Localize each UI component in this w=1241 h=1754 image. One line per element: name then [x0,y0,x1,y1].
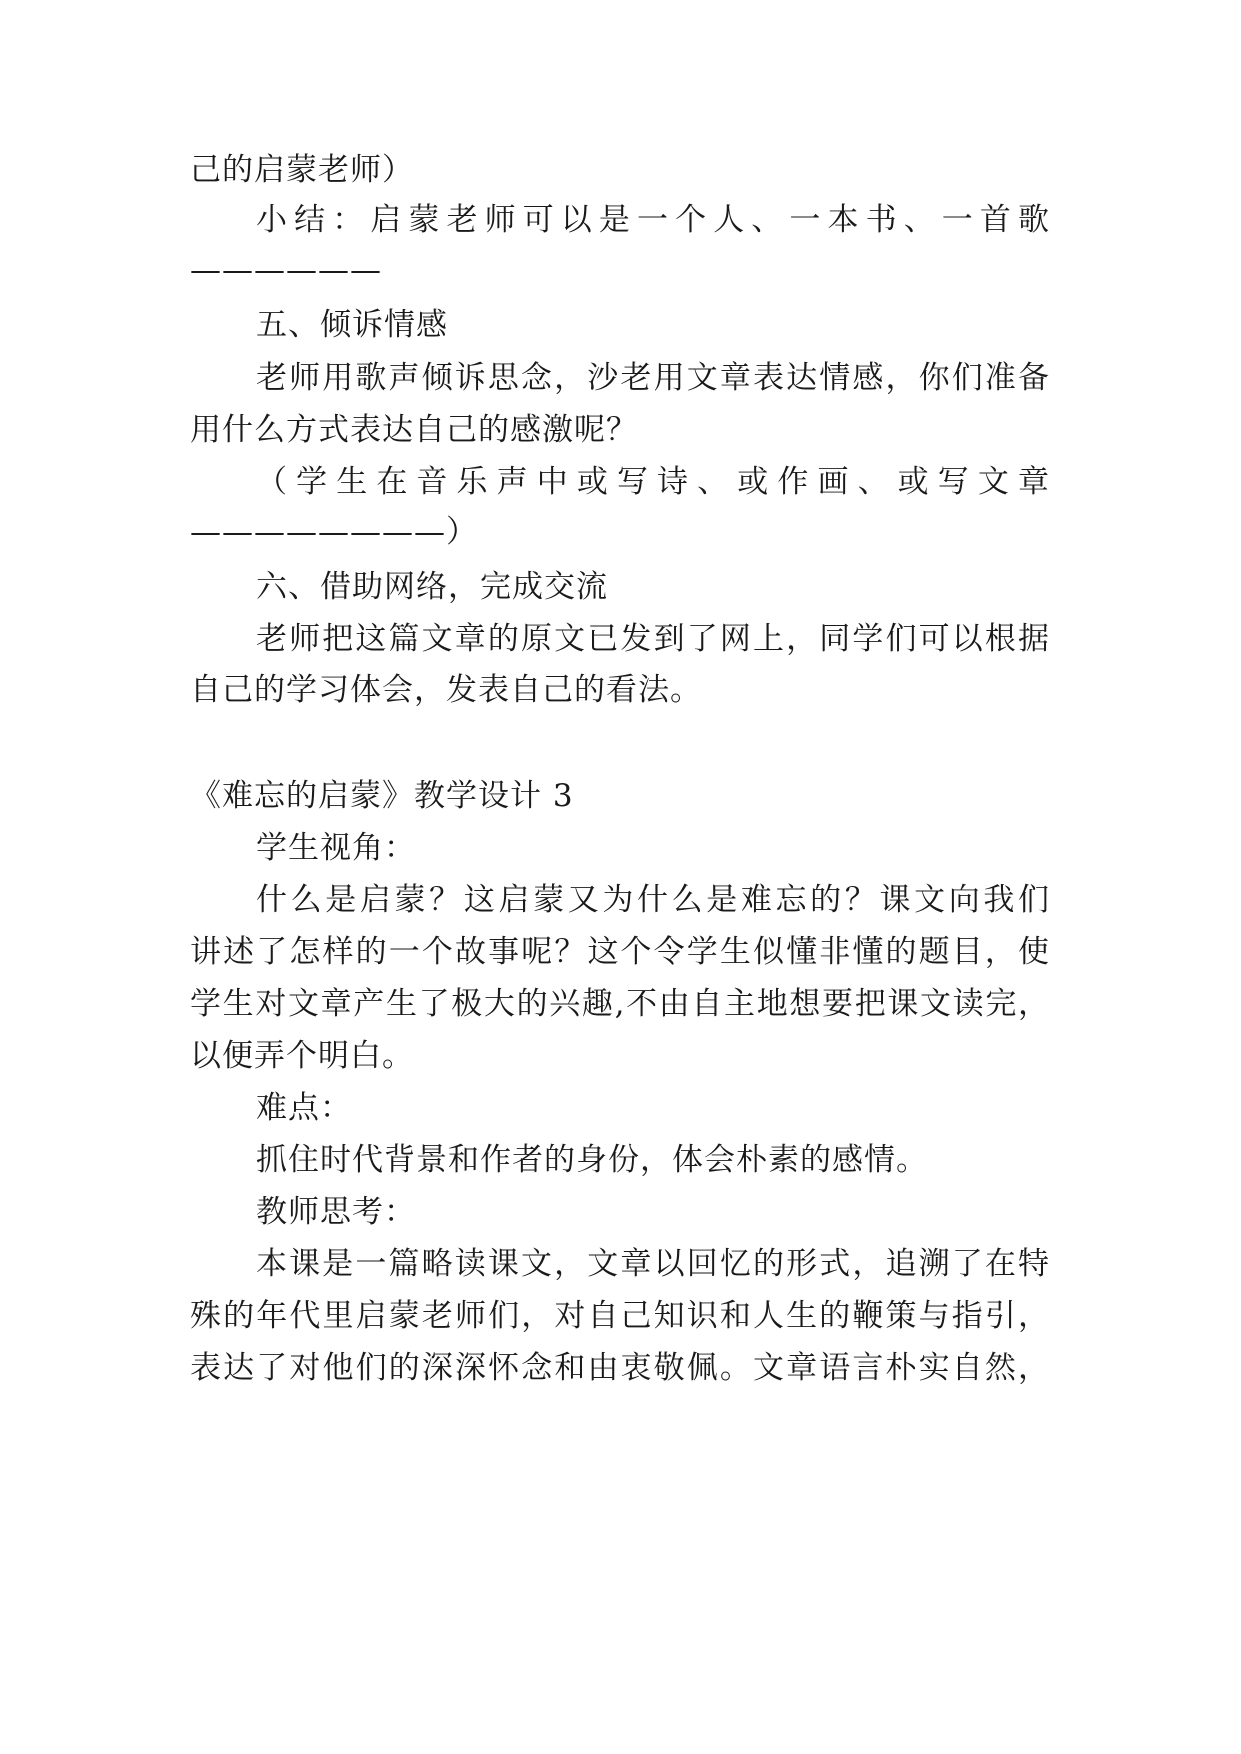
paragraph-line: 抓住时代背景和作者的身份，体会朴素的感情。 [256,1142,928,1178]
design-title: 《难忘的启蒙》教学设计 3 [190,778,574,814]
section-heading-6: 六、借助网络，完成交流 [256,569,608,605]
dash-line: —————— [190,252,382,288]
dash-line: ————————） [190,514,478,550]
paragraph-line: 殊的年代里启蒙老师们，对自己知识和人生的鞭策与指引， [190,1298,1050,1334]
paragraph-line: （学生在音乐声中或写诗、或作画、或写文章 [256,464,1050,500]
subheading-difficulty: 难点： [256,1090,352,1126]
section-heading-5: 五、倾诉情感 [256,307,448,343]
paragraph-line: 用什么方式表达自己的感激呢？ [190,412,638,448]
summary-line: 小结：启蒙老师可以是一个人、一本书、一首歌 [256,202,1050,238]
paragraph-line: 以便弄个明白。 [190,1038,414,1074]
paragraph-line: 本课是一篇略读课文，文章以回忆的形式，追溯了在特 [256,1246,1050,1282]
paragraph-line: 老师用歌声倾诉思念，沙老用文章表达情感，你们准备 [256,360,1050,396]
paragraph-line: 讲述了怎样的一个故事呢？这个令学生似懂非懂的题目，使 [190,934,1050,970]
text-line: 己的启蒙老师） [190,152,414,188]
subheading-teacher-thinking: 教师思考： [256,1194,416,1230]
paragraph-line: 老师把这篇文章的原文已发到了网上，同学们可以根据 [256,621,1050,657]
subheading-student-view: 学生视角： [256,830,416,866]
paragraph-line: 表达了对他们的深深怀念和由衷敬佩。文章语言朴实自然， [190,1350,1050,1386]
paragraph-line: 学生对文章产生了极大的兴趣,不由自主地想要把课文读完， [190,986,1050,1022]
paragraph-line: 自己的学习体会，发表自己的看法。 [190,672,702,708]
paragraph-line: 什么是启蒙？这启蒙又为什么是难忘的？课文向我们 [256,882,1050,918]
